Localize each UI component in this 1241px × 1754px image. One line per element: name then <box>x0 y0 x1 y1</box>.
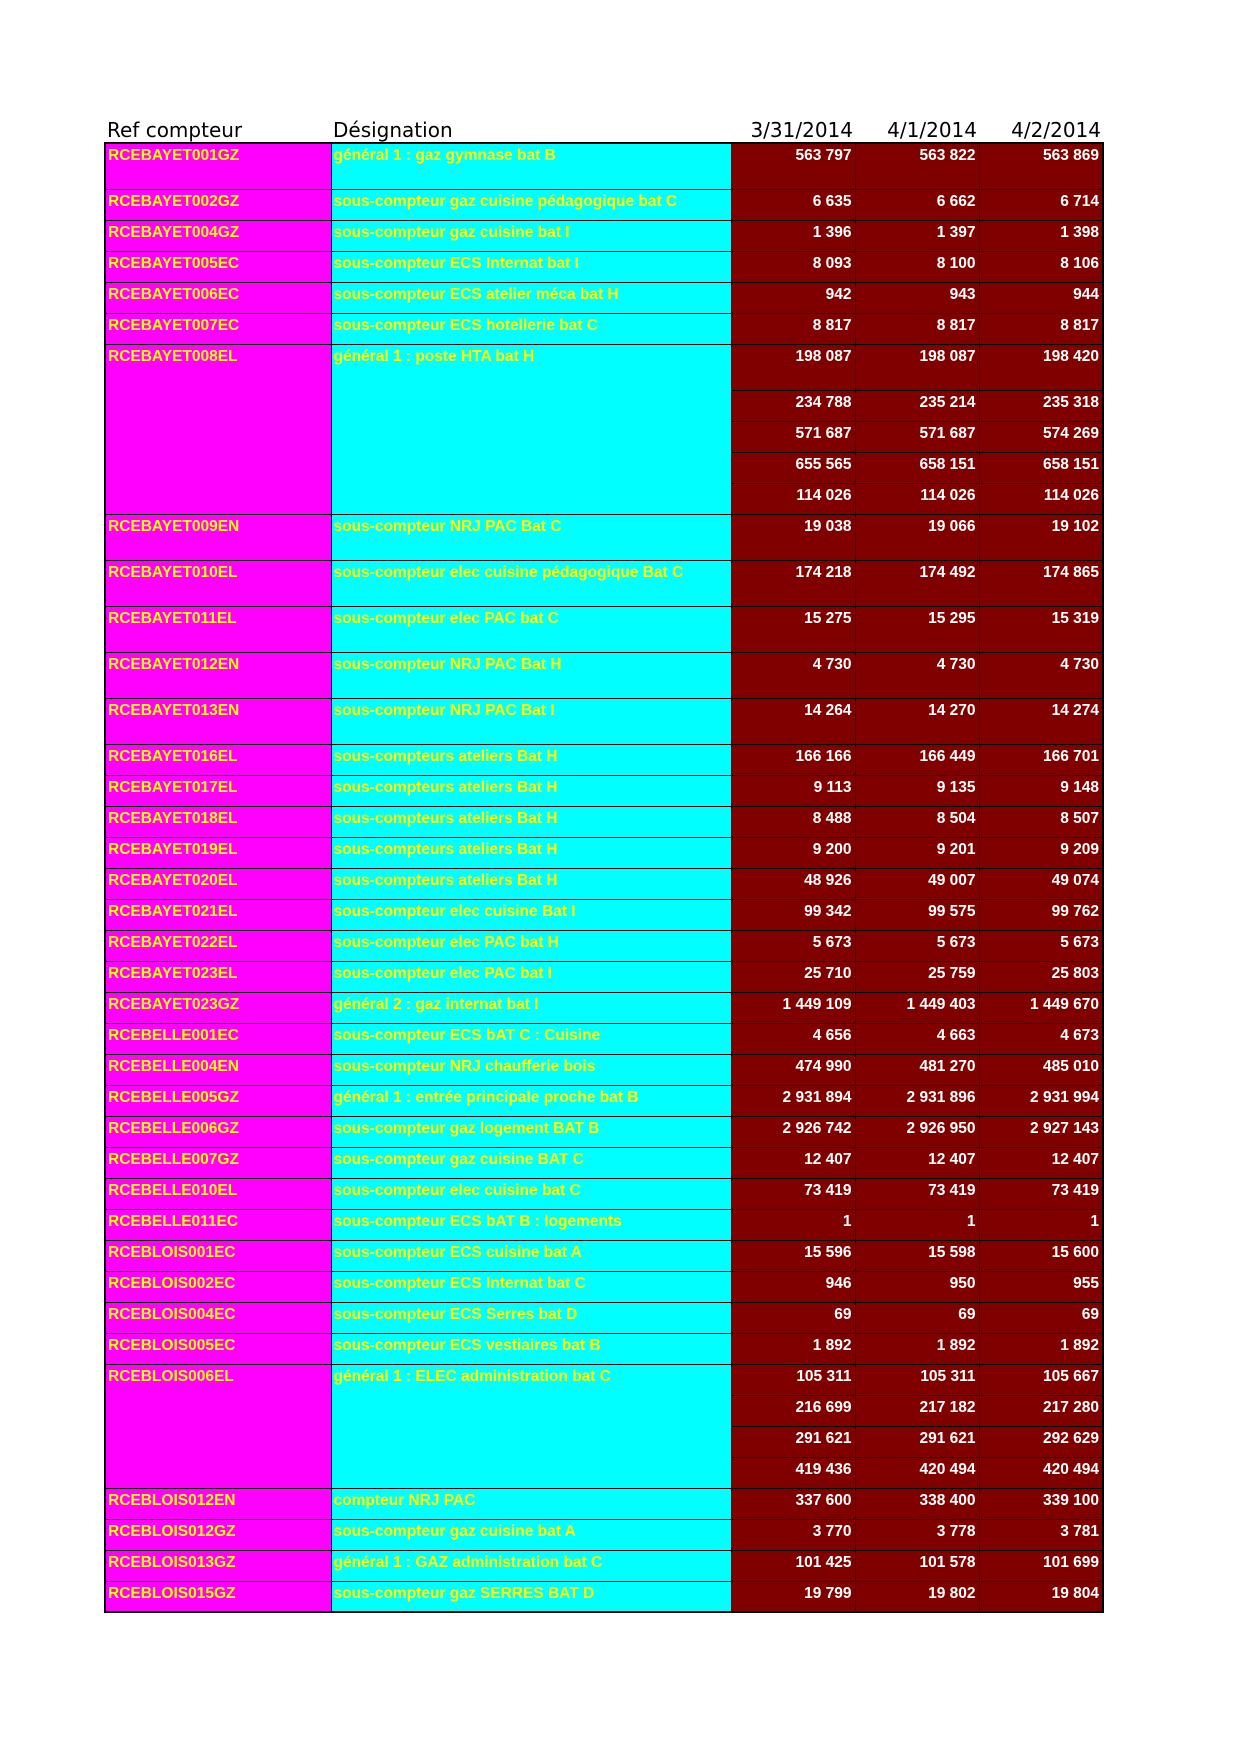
designation-cell: sous-compteur ECS hotellerie bat C <box>331 313 731 344</box>
table-row <box>105 1550 1103 1581</box>
reading-cell-date-1: 563 797 <box>731 143 855 189</box>
designation-cell: sous-compteur ECS bAT C : Cuisine <box>331 1023 731 1054</box>
designation-cell: sous-compteur NRJ chaufferie bois <box>331 1054 731 1085</box>
designation-cell: général 1 : GAZ administration bat C <box>331 1550 731 1581</box>
designation-cell: sous-compteur elec cuisine Bat I <box>331 899 731 930</box>
reading-cell-date-1: 99 342 <box>731 899 855 930</box>
designation-cell: sous-compteur gaz cuisine bat A <box>331 1519 731 1550</box>
meter-ref-cell: RCEBAYET012EN <box>105 652 331 698</box>
designation-cell: sous-compteur gaz cuisine BAT C <box>331 1147 731 1178</box>
meter-ref-cell: RCEBAYET017EL <box>105 775 331 806</box>
reading-cell-date-3: 2 931 994 <box>979 1085 1103 1116</box>
designation-cell: général 1 : ELEC administration bat C <box>331 1364 731 1488</box>
table-row <box>105 1116 1103 1147</box>
meter-ref-cell: RCEBLOIS012GZ <box>105 1519 331 1550</box>
reading-cell-date-1: 942 <box>731 282 855 313</box>
table-row <box>105 189 1103 220</box>
reading-cell-date-1: 1 <box>731 1209 855 1240</box>
meter-ref-cell: RCEBLOIS005EC <box>105 1333 331 1364</box>
reading-cell-date-1: 2 926 742 <box>731 1116 855 1147</box>
reading-cell-date-3: 9 148 <box>979 775 1103 806</box>
reading-cell-date-3: 217 280 <box>979 1395 1103 1426</box>
reading-cell-date-2: 15 598 <box>855 1240 979 1271</box>
reading-cell-date-1: 19 038 <box>731 514 855 560</box>
reading-cell-date-3: 574 269 <box>979 421 1103 452</box>
reading-cell-date-3: 944 <box>979 282 1103 313</box>
meter-ref-cell: RCEBAYET023EL <box>105 961 331 992</box>
table-row <box>105 251 1103 282</box>
reading-cell-date-1: 12 407 <box>731 1147 855 1178</box>
reading-cell-date-1: 291 621 <box>731 1426 855 1457</box>
meter-ref-cell: RCEBELLE005GZ <box>105 1085 331 1116</box>
table-row <box>105 1054 1103 1085</box>
reading-cell-date-3: 9 209 <box>979 837 1103 868</box>
reading-cell-date-2: 166 449 <box>855 744 979 775</box>
reading-cell-date-1: 5 673 <box>731 930 855 961</box>
reading-cell-date-1: 14 264 <box>731 698 855 744</box>
table-row <box>105 560 1103 606</box>
reading-cell-date-2: 19 802 <box>855 1581 979 1612</box>
reading-cell-date-1: 946 <box>731 1271 855 1302</box>
table-row <box>105 1302 1103 1333</box>
reading-cell-date-1: 216 699 <box>731 1395 855 1426</box>
reading-cell-date-2: 563 822 <box>855 143 979 189</box>
reading-cell-date-1: 1 892 <box>731 1333 855 1364</box>
designation-cell: sous-compteur NRJ PAC Bat C <box>331 514 731 560</box>
table-row <box>105 313 1103 344</box>
designation-cell: général 1 : entrée principale proche bat B <box>331 1085 731 1116</box>
reading-cell-date-1: 166 166 <box>731 744 855 775</box>
reading-cell-date-2: 19 066 <box>855 514 979 560</box>
table-row <box>105 1581 1103 1612</box>
reading-cell-date-3: 174 865 <box>979 560 1103 606</box>
designation-cell: sous-compteur ECS bAT B : logements <box>331 1209 731 1240</box>
reading-cell-date-2: 69 <box>855 1302 979 1333</box>
reading-cell-date-3: 955 <box>979 1271 1103 1302</box>
table-row <box>105 282 1103 313</box>
reading-cell-date-1: 15 596 <box>731 1240 855 1271</box>
designation-cell: sous-compteur ECS Serres bat D <box>331 1302 731 1333</box>
meter-ref-cell: RCEBELLE011EC <box>105 1209 331 1240</box>
meter-ref-cell: RCEBAYET021EL <box>105 899 331 930</box>
meter-ref-cell: RCEBAYET009EN <box>105 514 331 560</box>
reading-cell-date-2: 1 <box>855 1209 979 1240</box>
reading-cell-date-2: 338 400 <box>855 1488 979 1519</box>
reading-cell-date-3: 4 730 <box>979 652 1103 698</box>
reading-cell-date-1: 15 275 <box>731 606 855 652</box>
reading-cell-date-2: 571 687 <box>855 421 979 452</box>
reading-cell-date-1: 101 425 <box>731 1550 855 1581</box>
meter-ref-cell: RCEBAYET006EC <box>105 282 331 313</box>
designation-cell: sous-compteur gaz logement BAT B <box>331 1116 731 1147</box>
reading-cell-date-1: 8 817 <box>731 313 855 344</box>
reading-cell-date-3: 1 398 <box>979 220 1103 251</box>
reading-cell-date-2: 217 182 <box>855 1395 979 1426</box>
reading-cell-date-1: 8 488 <box>731 806 855 837</box>
table-row <box>105 1519 1103 1550</box>
reading-cell-date-3: 5 673 <box>979 930 1103 961</box>
meter-ref-cell: RCEBAYET005EC <box>105 251 331 282</box>
reading-cell-date-2: 8 817 <box>855 313 979 344</box>
reading-cell-date-1: 1 449 109 <box>731 992 855 1023</box>
meter-ref-cell: RCEBAYET001GZ <box>105 143 331 189</box>
reading-cell-date-2: 73 419 <box>855 1178 979 1209</box>
header-date-2: 4/1/2014 <box>887 118 977 142</box>
reading-cell-date-2: 235 214 <box>855 390 979 421</box>
designation-cell: sous-compteur ECS Internat bat C <box>331 1271 731 1302</box>
reading-cell-date-1: 25 710 <box>731 961 855 992</box>
reading-cell-date-1: 3 770 <box>731 1519 855 1550</box>
meter-ref-cell: RCEBLOIS013GZ <box>105 1550 331 1581</box>
meter-ref-cell: RCEBELLE004EN <box>105 1054 331 1085</box>
designation-cell: sous-compteur gaz cuisine bat I <box>331 220 731 251</box>
meter-ref-cell: RCEBLOIS004EC <box>105 1302 331 1333</box>
reading-cell-date-1: 9 113 <box>731 775 855 806</box>
reading-cell-date-3: 4 673 <box>979 1023 1103 1054</box>
reading-cell-date-3: 114 026 <box>979 483 1103 514</box>
table-row <box>105 775 1103 806</box>
reading-cell-date-3: 198 420 <box>979 344 1103 390</box>
table-row <box>105 930 1103 961</box>
reading-cell-date-2: 950 <box>855 1271 979 1302</box>
reading-cell-date-3: 19 102 <box>979 514 1103 560</box>
table-row <box>105 961 1103 992</box>
reading-cell-date-1: 474 990 <box>731 1054 855 1085</box>
table-row <box>105 344 1103 390</box>
reading-cell-date-3: 658 151 <box>979 452 1103 483</box>
table-row <box>105 868 1103 899</box>
meter-ref-cell: RCEBLOIS012EN <box>105 1488 331 1519</box>
reading-cell-date-3: 69 <box>979 1302 1103 1333</box>
reading-cell-date-3: 105 667 <box>979 1364 1103 1395</box>
table-row <box>105 1364 1103 1395</box>
reading-cell-date-2: 420 494 <box>855 1457 979 1488</box>
designation-cell: sous-compteurs ateliers Bat H <box>331 837 731 868</box>
table-row <box>105 899 1103 930</box>
designation-cell: sous-compteur elec cuisine bat C <box>331 1178 731 1209</box>
reading-cell-date-3: 49 074 <box>979 868 1103 899</box>
reading-cell-date-3: 485 010 <box>979 1054 1103 1085</box>
reading-cell-date-3: 563 869 <box>979 143 1103 189</box>
reading-cell-date-3: 15 600 <box>979 1240 1103 1271</box>
reading-cell-date-2: 14 270 <box>855 698 979 744</box>
meter-ref-cell: RCEBAYET022EL <box>105 930 331 961</box>
meter-ref-cell: RCEBAYET018EL <box>105 806 331 837</box>
meter-ref-cell: RCEBELLE006GZ <box>105 1116 331 1147</box>
designation-cell: sous-compteur gaz SERRES BAT D <box>331 1581 731 1612</box>
meter-readings-table <box>104 112 1104 1613</box>
designation-cell: général 1 : poste HTA bat H <box>331 344 731 514</box>
reading-cell-date-3: 1 <box>979 1209 1103 1240</box>
reading-cell-date-2: 105 311 <box>855 1364 979 1395</box>
designation-cell: compteur NRJ PAC <box>331 1488 731 1519</box>
reading-cell-date-2: 4 730 <box>855 652 979 698</box>
reading-cell-date-2: 3 778 <box>855 1519 979 1550</box>
table-row <box>105 1333 1103 1364</box>
reading-cell-date-2: 9 201 <box>855 837 979 868</box>
designation-cell: sous-compteur gaz cuisine pédagogique bat C <box>331 189 731 220</box>
reading-cell-date-2: 1 397 <box>855 220 979 251</box>
reading-cell-date-1: 337 600 <box>731 1488 855 1519</box>
reading-cell-date-2: 8 100 <box>855 251 979 282</box>
meter-ref-cell: RCEBAYET002GZ <box>105 189 331 220</box>
reading-cell-date-1: 571 687 <box>731 421 855 452</box>
designation-cell: sous-compteur elec PAC bat I <box>331 961 731 992</box>
reading-cell-date-3: 339 100 <box>979 1488 1103 1519</box>
table-body <box>105 143 1103 1612</box>
designation-cell: sous-compteurs ateliers Bat H <box>331 868 731 899</box>
reading-cell-date-3: 12 407 <box>979 1147 1103 1178</box>
table-row <box>105 514 1103 560</box>
reading-cell-date-2: 2 926 950 <box>855 1116 979 1147</box>
meter-ref-cell: RCEBAYET008EL <box>105 344 331 514</box>
reading-cell-date-1: 6 635 <box>731 189 855 220</box>
reading-cell-date-3: 1 892 <box>979 1333 1103 1364</box>
table-row <box>105 1240 1103 1271</box>
designation-cell: général 2 : gaz internat bat I <box>331 992 731 1023</box>
table-row <box>105 143 1103 189</box>
designation-cell: sous-compteur elec PAC bat H <box>331 930 731 961</box>
reading-cell-date-3: 14 274 <box>979 698 1103 744</box>
reading-cell-date-1: 48 926 <box>731 868 855 899</box>
reading-cell-date-1: 9 200 <box>731 837 855 868</box>
reading-cell-date-2: 291 621 <box>855 1426 979 1457</box>
table-row <box>105 606 1103 652</box>
reading-cell-date-2: 6 662 <box>855 189 979 220</box>
reading-cell-date-2: 943 <box>855 282 979 313</box>
reading-cell-date-2: 15 295 <box>855 606 979 652</box>
meter-ref-cell: RCEBAYET023GZ <box>105 992 331 1023</box>
table-row <box>105 1178 1103 1209</box>
table-row <box>105 698 1103 744</box>
reading-cell-date-2: 481 270 <box>855 1054 979 1085</box>
reading-cell-date-3: 73 419 <box>979 1178 1103 1209</box>
table-row <box>105 1085 1103 1116</box>
reading-cell-date-3: 8 507 <box>979 806 1103 837</box>
reading-cell-date-2: 1 449 403 <box>855 992 979 1023</box>
designation-cell: sous-compteur ECS Internat bat I <box>331 251 731 282</box>
table-row <box>105 1147 1103 1178</box>
reading-cell-date-3: 1 449 670 <box>979 992 1103 1023</box>
meter-ref-cell: RCEBLOIS001EC <box>105 1240 331 1271</box>
designation-cell: sous-compteur NRJ PAC Bat I <box>331 698 731 744</box>
meter-ref-cell: RCEBAYET013EN <box>105 698 331 744</box>
designation-cell: sous-compteurs ateliers Bat H <box>331 744 731 775</box>
reading-cell-date-2: 658 151 <box>855 452 979 483</box>
reading-cell-date-2: 114 026 <box>855 483 979 514</box>
reading-cell-date-2: 49 007 <box>855 868 979 899</box>
reading-cell-date-3: 101 699 <box>979 1550 1103 1581</box>
meter-ref-cell: RCEBAYET011EL <box>105 606 331 652</box>
meter-ref-cell: RCEBAYET004GZ <box>105 220 331 251</box>
reading-cell-date-3: 3 781 <box>979 1519 1103 1550</box>
header-date-3: 4/2/2014 <box>1011 118 1101 142</box>
designation-cell: sous-compteur ECS vestiaires bat B <box>331 1333 731 1364</box>
reading-cell-date-2: 1 892 <box>855 1333 979 1364</box>
header-date-1: 3/31/2014 <box>750 118 853 142</box>
designation-cell: sous-compteur elec PAC bat C <box>331 606 731 652</box>
meter-ref-cell: RCEBELLE007GZ <box>105 1147 331 1178</box>
meter-ref-cell: RCEBELLE010EL <box>105 1178 331 1209</box>
header-row <box>105 112 1103 143</box>
reading-cell-date-1: 234 788 <box>731 390 855 421</box>
meter-ref-cell: RCEBELLE001EC <box>105 1023 331 1054</box>
reading-cell-date-1: 1 396 <box>731 220 855 251</box>
table-row <box>105 1488 1103 1519</box>
table-row <box>105 220 1103 251</box>
reading-cell-date-2: 9 135 <box>855 775 979 806</box>
header-designation: Désignation <box>333 118 453 142</box>
meter-ref-cell: RCEBAYET019EL <box>105 837 331 868</box>
reading-cell-date-1: 4 656 <box>731 1023 855 1054</box>
reading-cell-date-2: 5 673 <box>855 930 979 961</box>
reading-cell-date-2: 12 407 <box>855 1147 979 1178</box>
designation-cell: sous-compteur NRJ PAC Bat H <box>331 652 731 698</box>
designation-cell: sous-compteurs ateliers Bat H <box>331 806 731 837</box>
reading-cell-date-2: 198 087 <box>855 344 979 390</box>
designation-cell: sous-compteur elec cuisine pédagogique Bat C <box>331 560 731 606</box>
reading-cell-date-1: 73 419 <box>731 1178 855 1209</box>
meter-ref-cell: RCEBLOIS002EC <box>105 1271 331 1302</box>
designation-cell: sous-compteur ECS atelier méca bat H <box>331 282 731 313</box>
reading-cell-date-2: 2 931 896 <box>855 1085 979 1116</box>
reading-cell-date-1: 655 565 <box>731 452 855 483</box>
designation-cell: sous-compteurs ateliers Bat H <box>331 775 731 806</box>
reading-cell-date-3: 235 318 <box>979 390 1103 421</box>
table-row <box>105 837 1103 868</box>
reading-cell-date-3: 15 319 <box>979 606 1103 652</box>
reading-cell-date-1: 19 799 <box>731 1581 855 1612</box>
designation-cell: sous-compteur ECS cuisine bat A <box>331 1240 731 1271</box>
reading-cell-date-1: 105 311 <box>731 1364 855 1395</box>
meter-ref-cell: RCEBLOIS015GZ <box>105 1581 331 1612</box>
meter-ref-cell: RCEBAYET016EL <box>105 744 331 775</box>
reading-cell-date-3: 8 817 <box>979 313 1103 344</box>
reading-cell-date-3: 25 803 <box>979 961 1103 992</box>
meter-ref-cell: RCEBAYET020EL <box>105 868 331 899</box>
table-row <box>105 992 1103 1023</box>
table-row <box>105 744 1103 775</box>
reading-cell-date-2: 25 759 <box>855 961 979 992</box>
reading-cell-date-3: 292 629 <box>979 1426 1103 1457</box>
reading-cell-date-2: 101 578 <box>855 1550 979 1581</box>
reading-cell-date-1: 174 218 <box>731 560 855 606</box>
meter-ref-cell: RCEBAYET010EL <box>105 560 331 606</box>
meter-ref-cell: RCEBLOIS006EL <box>105 1364 331 1488</box>
reading-cell-date-2: 8 504 <box>855 806 979 837</box>
reading-cell-date-3: 2 927 143 <box>979 1116 1103 1147</box>
reading-cell-date-3: 99 762 <box>979 899 1103 930</box>
reading-cell-date-1: 2 931 894 <box>731 1085 855 1116</box>
table-row <box>105 806 1103 837</box>
reading-cell-date-2: 99 575 <box>855 899 979 930</box>
meter-ref-cell: RCEBAYET007EC <box>105 313 331 344</box>
table-row <box>105 1271 1103 1302</box>
header-ref: Ref compteur <box>107 118 243 142</box>
reading-cell-date-1: 419 436 <box>731 1457 855 1488</box>
table-row <box>105 1209 1103 1240</box>
table-row <box>105 652 1103 698</box>
designation-cell: général 1 : gaz gymnase bat B <box>331 143 731 189</box>
reading-cell-date-1: 4 730 <box>731 652 855 698</box>
reading-cell-date-3: 166 701 <box>979 744 1103 775</box>
reading-cell-date-1: 8 093 <box>731 251 855 282</box>
reading-cell-date-3: 420 494 <box>979 1457 1103 1488</box>
reading-cell-date-1: 69 <box>731 1302 855 1333</box>
reading-cell-date-1: 114 026 <box>731 483 855 514</box>
reading-cell-date-3: 8 106 <box>979 251 1103 282</box>
reading-cell-date-2: 174 492 <box>855 560 979 606</box>
table-row <box>105 1023 1103 1054</box>
reading-cell-date-1: 198 087 <box>731 344 855 390</box>
reading-cell-date-2: 4 663 <box>855 1023 979 1054</box>
reading-cell-date-3: 19 804 <box>979 1581 1103 1612</box>
reading-cell-date-3: 6 714 <box>979 189 1103 220</box>
